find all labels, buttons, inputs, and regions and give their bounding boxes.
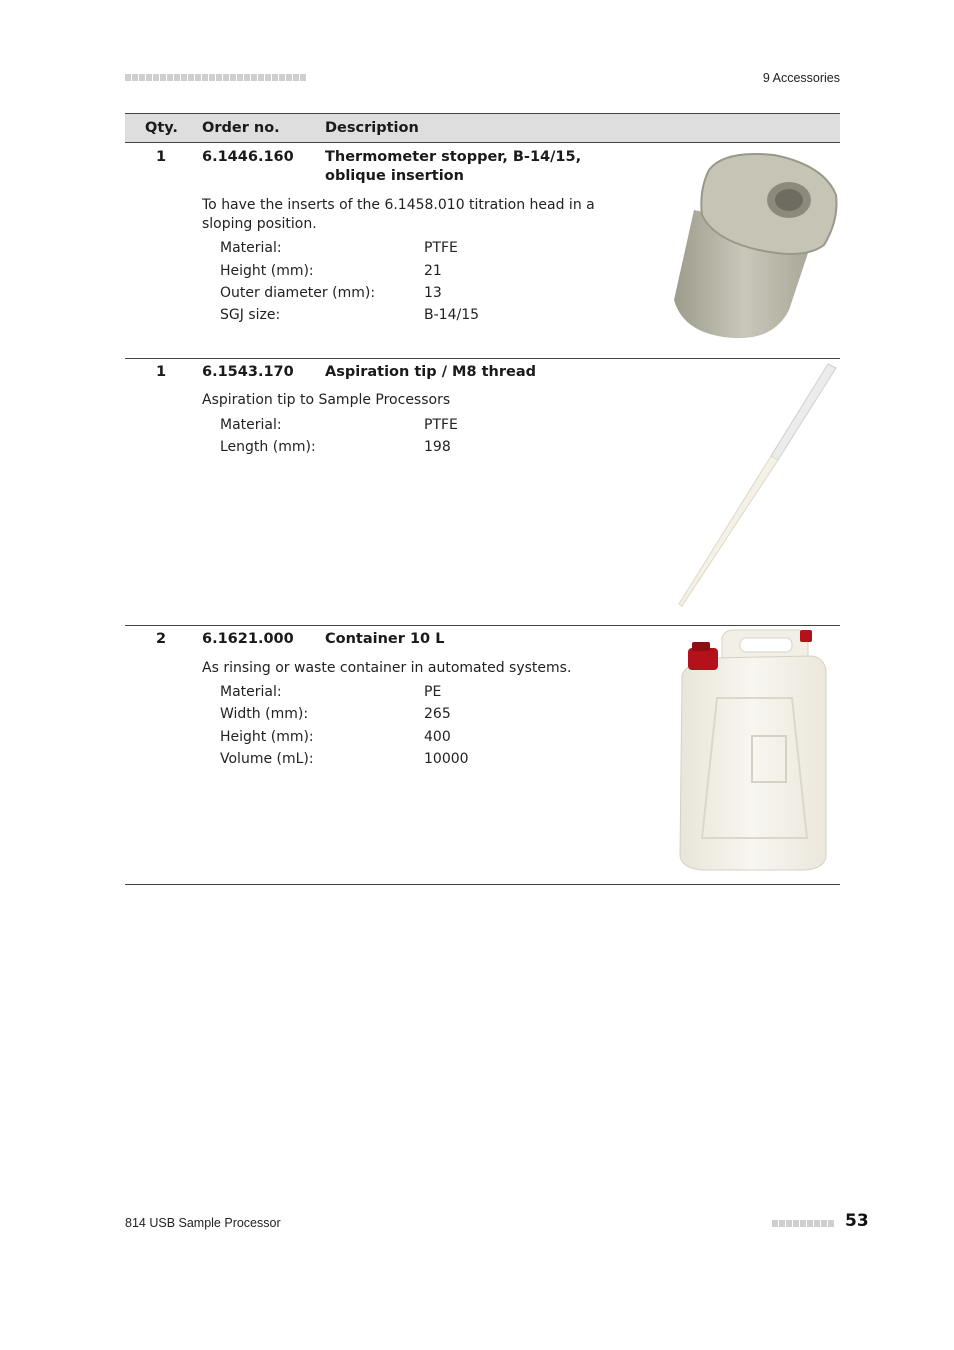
item-qty: 2 bbox=[156, 631, 167, 647]
prop-value: 400 bbox=[424, 729, 451, 745]
item-title: Container 10 L bbox=[325, 631, 445, 647]
prop-name: Material: bbox=[220, 240, 282, 256]
prop-name: Height (mm): bbox=[220, 263, 314, 279]
prop-value: PTFE bbox=[424, 417, 458, 433]
item-order-no: 6.1446.160 bbox=[202, 149, 294, 165]
table-header bbox=[125, 113, 840, 143]
prop-value: 265 bbox=[424, 706, 451, 722]
prop-value: PTFE bbox=[424, 240, 458, 256]
column-header-qty: Qty. bbox=[145, 120, 178, 136]
column-header-order-no: Order no. bbox=[202, 120, 280, 136]
header-decoration bbox=[125, 74, 306, 83]
item-description: As rinsing or waste container in automated systems. bbox=[202, 660, 572, 676]
prop-value: PE bbox=[424, 684, 442, 700]
item-description: Aspiration tip to Sample Processors bbox=[202, 392, 451, 408]
prop-name: Width (mm): bbox=[220, 706, 309, 722]
prop-value: 10000 bbox=[424, 751, 469, 767]
item-title: Thermometer stopper, B-14/15, oblique insertion bbox=[325, 149, 582, 184]
column-header-description: Description bbox=[325, 120, 419, 136]
item-qty: 1 bbox=[156, 149, 167, 165]
footer-product: 814 USB Sample Processor bbox=[125, 1216, 281, 1230]
item-description: To have the inserts of the 6.1458.010 titration head in a sloping position. bbox=[202, 197, 595, 232]
footer-decoration bbox=[772, 1220, 834, 1227]
container-image bbox=[672, 628, 832, 873]
prop-name: Outer diameter (mm): bbox=[220, 285, 376, 301]
table-bottom-rule bbox=[125, 884, 840, 885]
page-number: 53 bbox=[845, 1211, 869, 1231]
prop-value: 21 bbox=[424, 263, 442, 279]
prop-name: Height (mm): bbox=[220, 729, 314, 745]
prop-name: Length (mm): bbox=[220, 439, 316, 455]
row-divider bbox=[125, 625, 840, 626]
item-qty: 1 bbox=[156, 364, 167, 380]
item-title: Aspiration tip / M8 thread bbox=[325, 364, 537, 380]
prop-name: Volume (mL): bbox=[220, 751, 314, 767]
section-title: 9 Accessories bbox=[762, 71, 840, 85]
thermometer-stopper-image bbox=[664, 150, 842, 345]
row-divider bbox=[125, 358, 840, 359]
item-order-no: 6.1621.000 bbox=[202, 631, 294, 647]
prop-name: Material: bbox=[220, 684, 282, 700]
prop-value: B-14/15 bbox=[424, 307, 480, 323]
prop-name: Material: bbox=[220, 417, 282, 433]
prop-name: SGJ size: bbox=[220, 307, 281, 323]
prop-value: 13 bbox=[424, 285, 442, 301]
aspiration-tip-image bbox=[670, 360, 842, 612]
item-order-no: 6.1543.170 bbox=[202, 364, 294, 380]
prop-value: 198 bbox=[424, 439, 451, 455]
